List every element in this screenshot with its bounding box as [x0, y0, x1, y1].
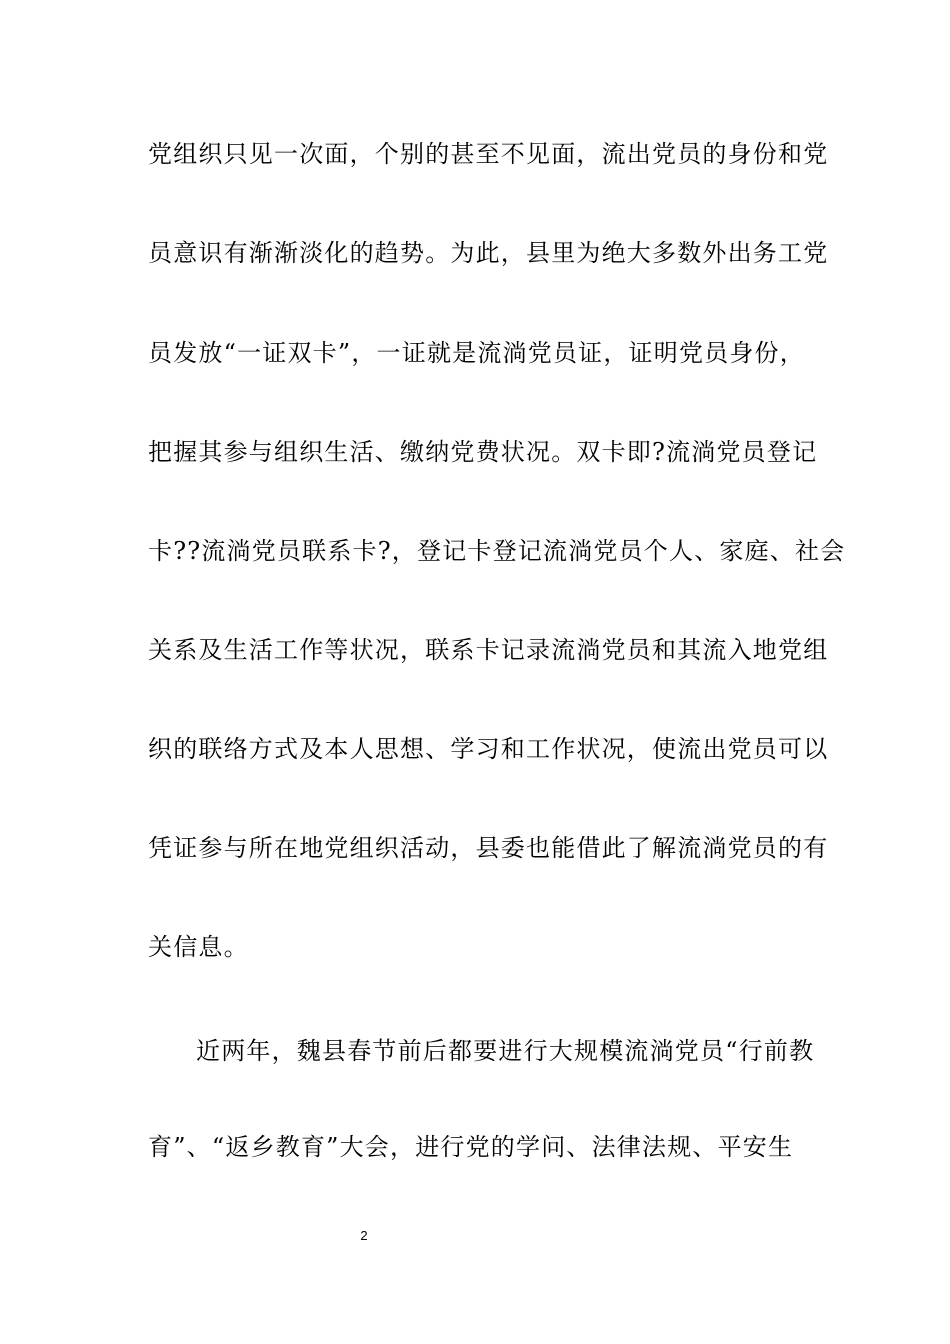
text-line-5: 卡??流淌党员联系卡?，登记卡登记流淌党员个人、家庭、社会: [148, 537, 846, 565]
text-line-6: 关系及生活工作等状况，联系卡记录流淌党员和其流入地党组: [148, 636, 829, 664]
text-line-4: 把握其参与组织生活、缴纳党费状况。双卡即?流淌党员登记: [148, 438, 818, 466]
text-line-2: 员意识有渐渐淡化的趋势。为此，县里为绝大多数外出务工党: [148, 239, 829, 267]
text-line-9: 关信息。: [148, 933, 249, 961]
text-line-7: 织的联络方式及本人思想、学习和工作状况，使流出党员可以: [148, 735, 829, 763]
text-line-1: 党组织只见一次面，个别的甚至不见面，流出党员的身份和党: [148, 140, 829, 168]
text-line-10: 近两年，魏县春节前后都要进行大规模流淌党员“行前教: [196, 1037, 815, 1065]
page-number: 2: [360, 1228, 368, 1243]
text-line-3: 员发放“一证双卡”，一证就是流淌党员证，证明党员身份，: [148, 339, 805, 367]
text-line-8: 凭证参与所在地党组织活动，县委也能借此了解流淌党员的有: [148, 834, 829, 862]
text-line-11: 育”、“返乡教育”大会，进行党的学问、法律法规、平安生: [148, 1133, 794, 1161]
